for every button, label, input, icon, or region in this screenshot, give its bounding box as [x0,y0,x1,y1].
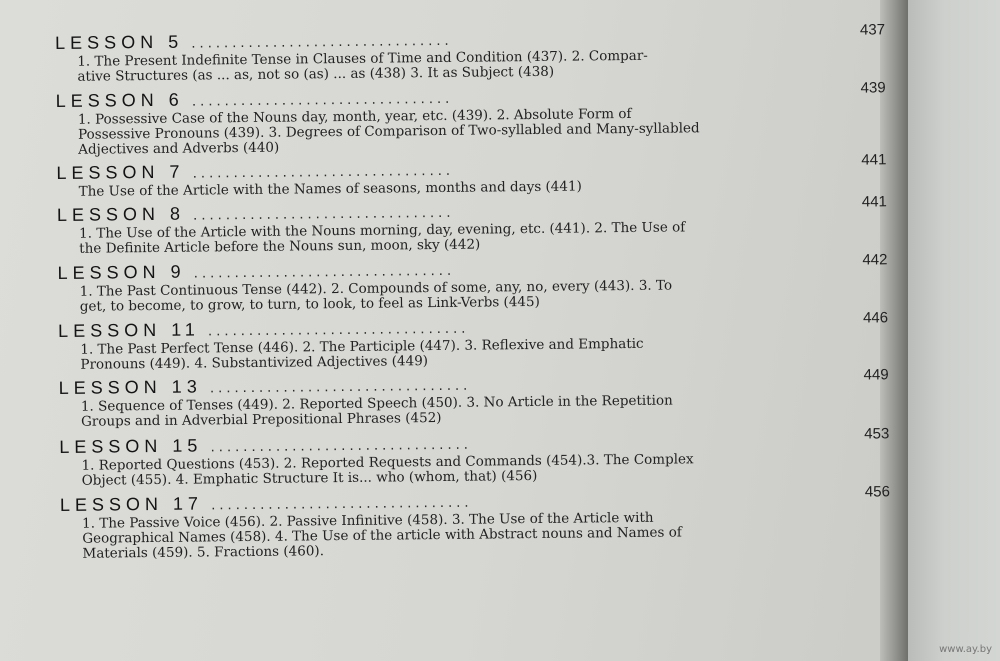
toc-entry [56,193,887,257]
lesson-description: The Use of the Article with the Names of seasons, months and days (441) [78,178,582,200]
page-number: 456 [864,483,890,501]
leader-dots: ................................ [202,435,473,456]
lesson-description: 1. The Past Perfect Tense (446). 2. The Participle (447). 3. Reflexive and Emphatic Pronouns (449). 4. Substantivized Adjectives (449) [80,335,644,373]
page-number: 453 [864,425,890,443]
toc-entry [55,79,886,158]
lesson-title: LESSON 13 [58,376,202,398]
leader-dots: ................................ [183,31,453,52]
toc-entry [57,251,888,315]
leader-dots: ................................ [202,493,473,514]
lesson-description: 1. The Present Indefinite Tense in Clauses of Time and Condition (437). 2. Compar- ative Structures (as ... as, not so (as) ... as (438) 3. It as Subject (438) [77,47,648,85]
toc-entry [55,21,886,85]
lesson-title: LESSON 17 [59,493,204,515]
lesson-title: LESSON 7 [56,161,185,183]
watermark: www.ay.by [939,644,992,655]
lesson-title: LESSON 8 [56,203,186,225]
page-number: 441 [861,193,887,211]
toc-entry [58,309,889,373]
lesson-description: 1. The Past Continuous Tense (442). 2. Compounds of some, any, no, every (443). 3. To get, to become, to grow, to turn, to look, to feel as Link-Verbs (445) [79,277,673,315]
lesson-description: 1. The Passive Voice (456). 2. Passive Infinitive (458). 3. The Use of the Article with Geographical Names (458). 4. The Use of the article with Abstract nouns and Names of Materials (459). 5. Fractions (460). [82,509,682,562]
lesson-description: 1. The Use of the Article with the Nouns morning, day, evening, etc. (441). 2. The Use of the Definite Article before the Nouns sun, moon, sky (442) [79,219,686,257]
leader-dots: ................................ [183,89,454,110]
toc-entry [59,483,890,562]
facing-page [908,0,1000,661]
leader-dots: ................................ [184,161,455,182]
lesson-description: 1. Sequence of Tenses (449). 2. Reported Speech (450). 3. No Article in the Repetition Groups and in Adverbial Prepositional Phrases (452) [80,392,673,430]
page-edge [880,0,908,661]
lesson-title: LESSON 5 [55,31,184,53]
lesson-description: 1. Possessive Case of the Nouns day, month, year, etc. (439). 2. Absolute Form of Possessive Pronouns (439). 3. Degrees of Comparison of Two-syllabled and Many-syllabled Adjectives and Adverbs (440) [77,105,700,158]
lesson-title: LESSON 6 [55,89,184,111]
leader-dots: ................................ [201,376,472,397]
leader-dots: ................................ [184,203,455,224]
page-number: 437 [859,21,886,39]
page-number: 449 [863,366,889,384]
lesson-title: LESSON 9 [57,261,186,283]
toc-entry [58,366,889,430]
page-number: 446 [862,309,889,327]
lesson-title: LESSON 11 [58,319,200,341]
lesson-title: LESSON 15 [59,435,203,457]
page-number: 442 [862,251,888,269]
lesson-description: 1. Reported Questions (453). 2. Reported Requests and Commands (454).3. The Complex Object (455). 4. Emphatic Structure It is... who (whom, that) (456) [81,451,694,489]
toc-entry [59,425,890,489]
leader-dots: ................................ [185,261,456,282]
page-number: 441 [861,151,887,169]
page-number: 439 [860,79,886,97]
leader-dots: ................................ [199,319,470,340]
